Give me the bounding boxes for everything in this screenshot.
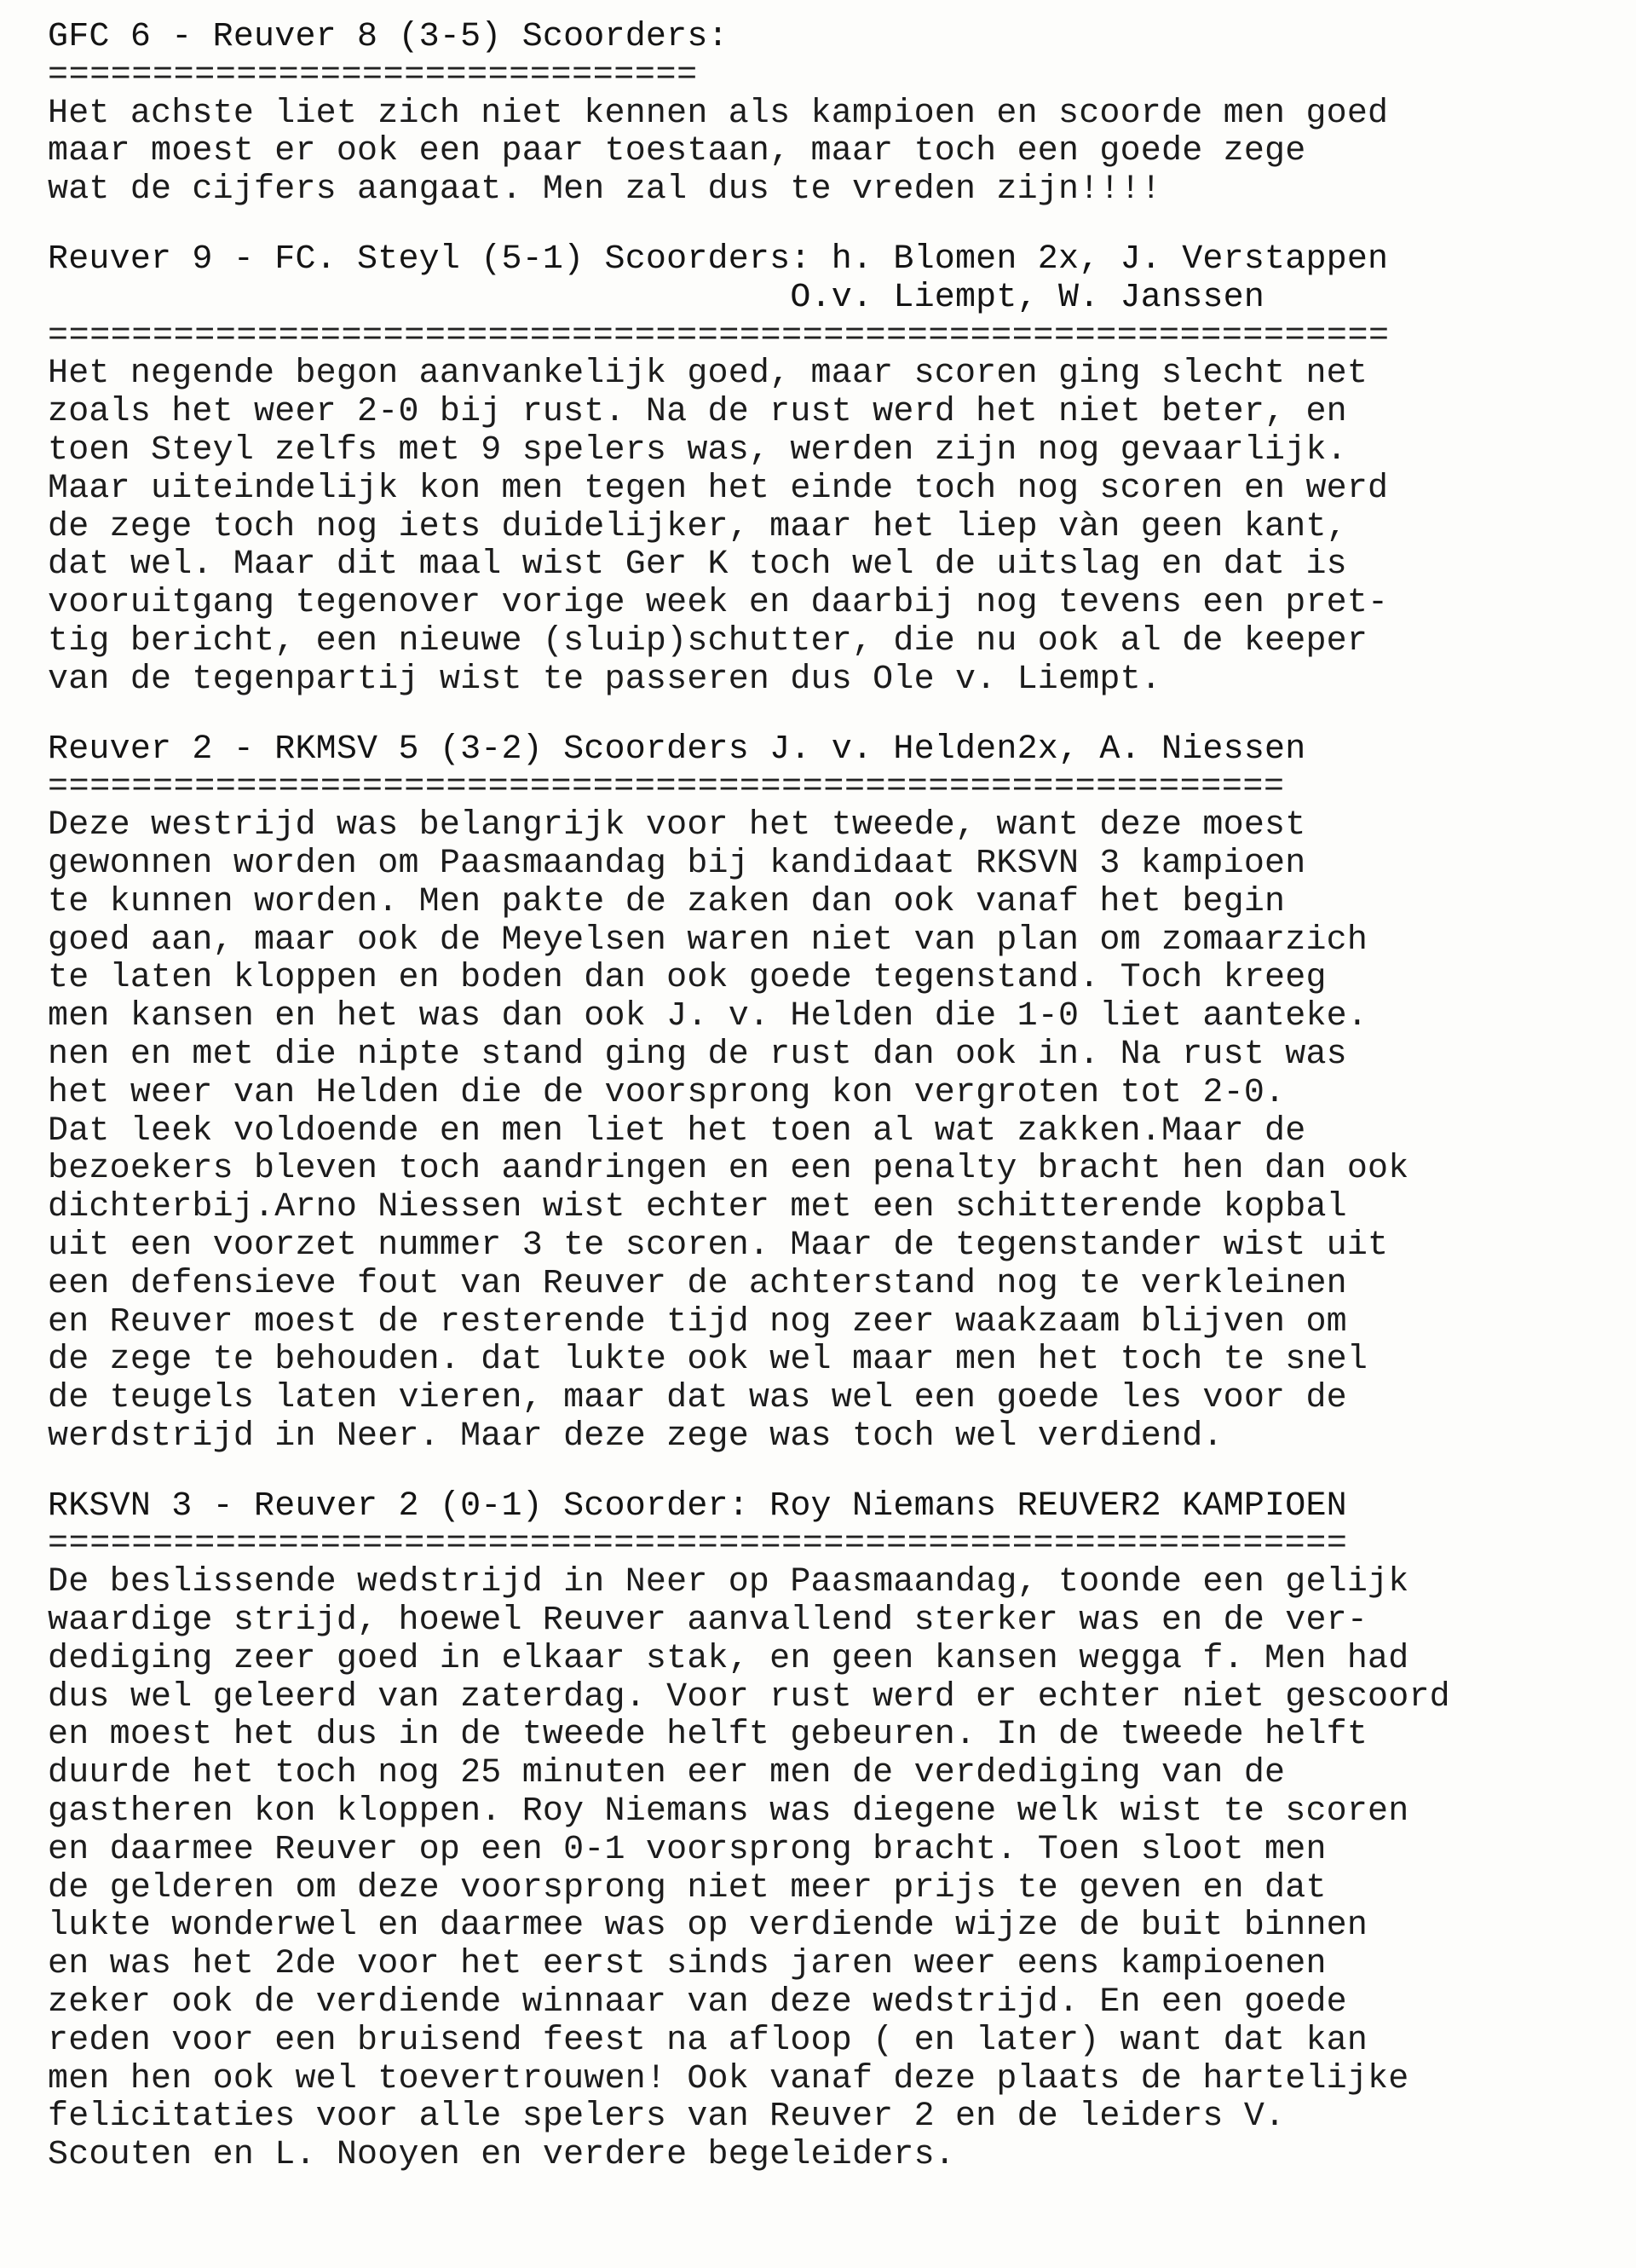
report-text-line: toen Steyl zelfs met 9 spelers was, werden zijn nog gevaarlijk. (48, 430, 1347, 470)
report-text-line: zeker ook de verdiende winnaar van deze wedstrijd. En een goede (48, 1983, 1347, 2023)
match-header-line: O.v. Liempt, W. Janssen (48, 278, 1265, 317)
match-header-line: Reuver 9 - FC. Steyl (5-1) Scoorders: h. Blomen 2x, J. Verstappen (48, 239, 1389, 279)
report-text-line: de zege toch nog iets duidelijker, maar het liep vàn geen kant, (48, 507, 1347, 546)
report-text-line: uit een voorzet nummer 3 te scoren. Maar de tegenstander wist uit (48, 1226, 1389, 1265)
report-text-line: de gelderen om deze voorsprong niet meer prijs te geven en dat (48, 1868, 1327, 1907)
match-report-section (48, 19, 1599, 210)
report-text-line: waardige strijd, hoewel Reuver aanvallend sterker was en de ver- (48, 1601, 1368, 1641)
separator-rule: =========================================================== (48, 768, 1285, 807)
separator-rule: =============================== (48, 55, 698, 95)
report-text-line: wat de cijfers aangaat. Men zal dus te vreden zijn!!!! (48, 170, 1162, 210)
report-text-line: gastheren kon kloppen. Roy Niemans was diegene welk wist te scoren (48, 1792, 1409, 1832)
report-text-line: de teugels laten vieren, maar dat was wel een goede les voor de (48, 1379, 1347, 1418)
match-header-line: GFC 6 - Reuver 8 (3-5) Scoorders: (48, 18, 729, 56)
report-text-line: dediging zeer goed in elkaar stak, en geen kansen wegga f. Men had (48, 1639, 1409, 1678)
report-text-line: dichterbij.Arno Niessen wist echter met een schitterende kopbal (48, 1188, 1347, 1227)
report-text-line: lukte wonderwel en daarmee was op verdiende wijze de buit binnen (48, 1907, 1368, 1946)
report-text-line: nen en met die nipte stand ging de rust dan ook in. Na rust was (48, 1035, 1347, 1074)
report-text-line: men hen ook wel toevertrouwen! Ook vanaf deze plaats de hartelijke (48, 2059, 1409, 2098)
report-text-line: Dat leek voldoende en men liet het toen al wat zakken.Maar de (48, 1111, 1306, 1151)
report-text-line: felicitaties voor alle spelers van Reuver 2 en de leiders V. (48, 2098, 1286, 2137)
match-report-section (48, 241, 1599, 700)
report-text-line: Het negende begon aanvankelijk goed, maar scoren ging slecht net (48, 355, 1368, 394)
report-text-line: en moest het dus in de tweede helft gebeuren. In de tweede helft (48, 1716, 1368, 1755)
report-text-line: gewonnen worden om Paasmaandag bij kandidaat RKSVN 3 kampioen (48, 844, 1306, 883)
report-text-line: reden voor een bruisend feest na afloop ( en later) want dat kan (48, 2021, 1368, 2060)
report-text-line: men kansen en het was dan ook J. v. Helden die 1-0 liet aanteke. (48, 997, 1368, 1036)
report-text-line: Deze westrijd was belangrijk voor het tweede, want deze moest (48, 806, 1306, 845)
report-text-line: bezoekers bleven toch aandringen en een penalty bracht hen dan ook (48, 1150, 1409, 1189)
match-report-section (48, 1488, 1599, 2175)
report-text-line: werdstrijd in Neer. Maar deze zege was toch wel verdiend. (48, 1417, 1224, 1456)
match-report-document (48, 19, 1599, 2207)
report-text-line: de zege te behouden. dat lukte ook wel maar men het toch te snel (48, 1341, 1368, 1380)
report-text-line: goed aan, maar ook de Meyelsen waren niet van plan om zomaarzich (48, 920, 1368, 960)
report-text-line: dus wel geleerd van zaterdag. Voor rust werd er echter niet gescoord (48, 1677, 1450, 1717)
report-text-line: van de tegenpartij wist te passeren dus Ole v. Liempt. (48, 660, 1162, 699)
report-text-line: en Reuver moest de resterende tijd nog zeer waakzaam blijven om (48, 1302, 1347, 1342)
report-text-line: Het achste liet zich niet kennen als kampioen en scoorde men goed (48, 94, 1389, 133)
separator-rule: ================================================================ (48, 316, 1390, 355)
report-text-line: dat wel. Maar dit maal wist Ger K toch wel de uitslag en dat is (48, 545, 1347, 585)
report-text-line: vooruitgang tegenover vorige week en daarbij nog tevens een pret- (48, 584, 1389, 623)
report-text-line: te kunnen worden. Men pakte de zaken dan ook vanaf het begin (48, 882, 1286, 921)
report-text-line: duurde het toch nog 25 minuten eer men de verdediging van de (48, 1754, 1286, 1793)
report-text-line: De beslissende wedstrijd in Neer op Paasmaandag, toonde een gelijk (48, 1563, 1409, 1602)
match-report-section (48, 731, 1599, 1457)
report-text-line: tig bericht, een nieuwe (sluip)schutter, die nu ook al de keeper (48, 621, 1368, 661)
match-header-line: Reuver 2 - RKMSV 5 (3-2) Scoorders J. v. Helden2x, A. Niessen (48, 730, 1306, 769)
report-text-line: Scouten en L. Nooyen en verdere begeleiders. (48, 2136, 955, 2175)
report-text-line: te laten kloppen en boden dan ook goede tegenstand. Toch kreeg (48, 959, 1327, 998)
report-text-line: en daarmee Reuver op een 0-1 voorsprong bracht. Toen sloot men (48, 1830, 1327, 1869)
report-text-line: zoals het weer 2-0 bij rust. Na de rust werd het niet beter, en (48, 393, 1347, 432)
report-text-line: maar moest er ook een paar toestaan, maar toch een goede zege (48, 132, 1306, 171)
report-text-line: en was het 2de voor het eerst sinds jaren weer eens kampioenen (48, 1945, 1327, 1984)
match-header-line: RKSVN 3 - Reuver 2 (0-1) Scoorder: Roy Niemans REUVER2 KAMPIOEN (48, 1486, 1347, 1526)
report-text-line: Maar uiteindelijk kon men tegen het einde toch nog scoren en werd (48, 469, 1389, 508)
separator-rule: ============================================================== (48, 1525, 1348, 1564)
report-text-line: een defensieve fout van Reuver de achterstand nog te verkleinen (48, 1264, 1347, 1303)
report-text-line: het weer van Helden die de voorsprong kon vergroten tot 2-0. (48, 1073, 1286, 1112)
